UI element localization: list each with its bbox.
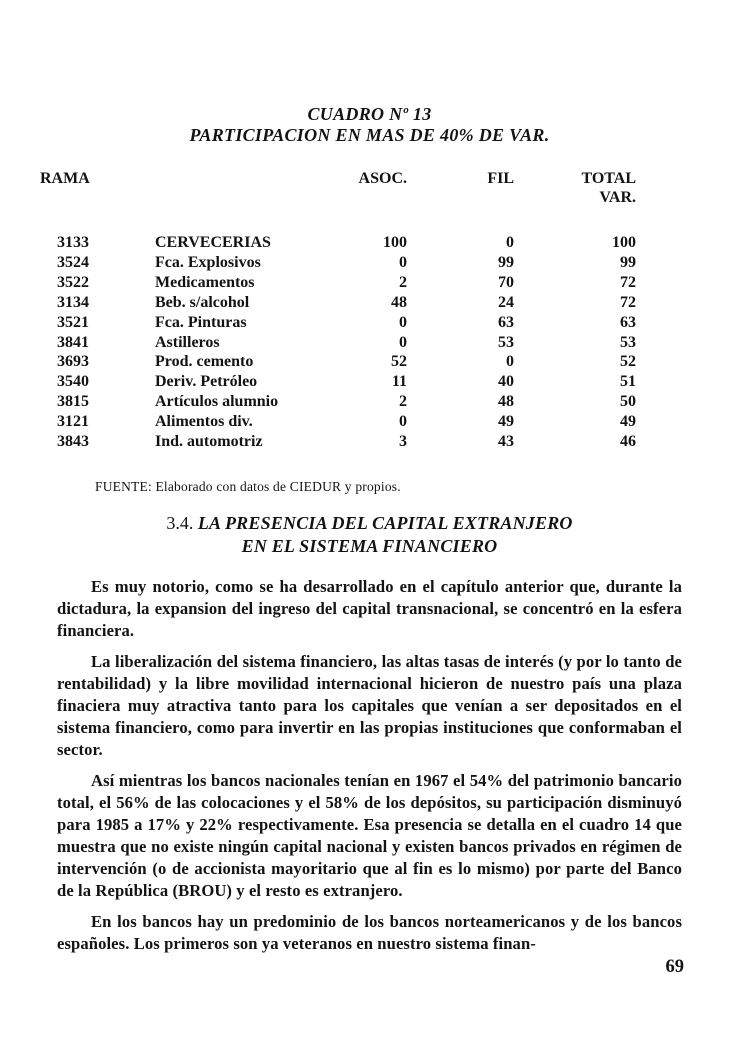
total-var-value: 50 — [620, 393, 636, 411]
rama-name: Deriv. Petróleo — [155, 373, 258, 391]
section-title-line2: EN EL SISTEMA FINANCIERO — [241, 535, 498, 556]
column-header-total-var — [514, 169, 636, 207]
rama-name: Astilleros — [155, 333, 220, 351]
asoc-value: 0 — [399, 413, 407, 431]
paragraph: Así mientras los bancos nacionales tenían en 1967 el 54% del patrimonio bancario total, el 56% de las colocaciones y el 58% de los depósitos, su participación disminuyó para 1985 a 17% y 22% respectivamente. Esa presencia se detalla en el cuadro 14 que muestra que no existe ningún capital nacional y existen bancos privados en régimen de intervención (o de accionista mayoritario que al fin es lo mismo) por parte del Banco de la República (BROU) y el resto es extranjero. — [57, 770, 682, 900]
rama-code: 3134 — [57, 293, 89, 311]
table-row — [57, 333, 636, 353]
asoc-value: 0 — [399, 313, 407, 331]
rama-code: 3815 — [57, 393, 89, 411]
fil-value: 63 — [498, 313, 514, 331]
rama-code: 3843 — [57, 433, 89, 451]
asoc-value: 0 — [399, 253, 407, 271]
table-header-row — [40, 169, 636, 207]
total-var-value: 53 — [620, 333, 636, 351]
rama-name: Artículos alumnio — [155, 393, 279, 411]
table-row — [57, 293, 636, 313]
rama-name: Beb. s/alcohol — [155, 293, 250, 311]
paragraph: Es muy notorio, como se ha desarrollado en el capítulo anterior que, durante la dictadura, la expansion del ingreso del capital transnacional, se concentró en la esfera financiera. — [57, 576, 682, 640]
fil-value: 70 — [498, 273, 514, 291]
rama-code: 3522 — [57, 273, 89, 291]
page-number: 69 — [665, 957, 684, 977]
table-title-line2: PARTICIPACION EN MAS DE 40% DE VAR. — [189, 125, 550, 145]
fil-value: 53 — [498, 333, 514, 351]
section-heading — [57, 512, 682, 558]
table-title — [57, 104, 682, 146]
total-var-value: 46 — [620, 433, 636, 451]
column-header-asoc: ASOC. — [358, 170, 407, 187]
table-title-line1: CUADRO Nº 13 — [307, 104, 432, 124]
table-row — [57, 352, 636, 372]
table-row — [57, 273, 636, 293]
page-content — [40, 104, 682, 964]
table-row — [57, 372, 636, 392]
table-row — [57, 253, 636, 273]
column-header-rama: RAMA — [40, 170, 90, 187]
table-row — [57, 392, 636, 412]
rama-code: 3121 — [57, 413, 89, 431]
total-var-value: 99 — [620, 253, 636, 271]
table-row — [57, 432, 636, 452]
asoc-value: 2 — [399, 393, 407, 411]
table-row — [57, 233, 636, 253]
total-var-value: 100 — [612, 234, 636, 251]
asoc-value: 3 — [399, 433, 407, 451]
table-row — [57, 313, 636, 333]
total-var-value: 63 — [620, 313, 636, 331]
body-text — [57, 576, 682, 955]
fil-value: 99 — [498, 253, 514, 271]
asoc-value: 11 — [391, 373, 407, 391]
total-var-value: 72 — [620, 273, 636, 291]
rama-code: 3693 — [57, 353, 89, 371]
fil-value: 43 — [498, 433, 514, 451]
asoc-value: 52 — [391, 353, 407, 371]
rama-name: CERVECERIAS — [155, 234, 271, 251]
rama-name: Ind. automotriz — [155, 433, 263, 451]
total-var-value: 72 — [620, 293, 636, 311]
total-var-value: 51 — [620, 373, 636, 391]
rama-code: 3133 — [57, 234, 89, 251]
table-row — [57, 412, 636, 432]
fil-value: 0 — [506, 234, 514, 251]
rama-code: 3841 — [57, 333, 89, 351]
column-header-total-line1: TOTAL — [581, 170, 636, 187]
rama-name: Medicamentos — [155, 273, 255, 291]
column-header-fil: FIL — [487, 170, 514, 187]
table-body — [57, 233, 682, 452]
paragraph: La liberalización del sistema financiero, las altas tasas de interés (y por lo tanto de rentabilidad) y la libre movilidad internacional hicieron de nuestro país una plaza finaciera muy atractiva tanto para los capitales que venían a ser depositados en el sistema financiero, como para invertir en las propias instituciones que conformaban el sector. — [57, 651, 682, 759]
total-var-value: 52 — [620, 353, 636, 371]
fil-value: 24 — [498, 293, 514, 311]
asoc-value: 0 — [399, 333, 407, 351]
column-header-total-line2: VAR. — [599, 189, 636, 206]
asoc-value: 100 — [383, 234, 407, 251]
section-heading-line1 — [57, 512, 682, 535]
source-note: FUENTE: Elaborado con datos de CIEDUR y propios. — [95, 478, 401, 494]
rama-name: Fca. Explosivos — [155, 253, 261, 271]
fil-value: 0 — [506, 353, 514, 371]
rama-name: Alimentos div. — [155, 413, 253, 431]
section-number: 3.4. — [166, 512, 194, 533]
asoc-value: 48 — [391, 293, 407, 311]
fil-value: 49 — [498, 413, 514, 431]
fil-value: 48 — [498, 393, 514, 411]
total-var-value: 49 — [620, 413, 636, 431]
paragraph: En los bancos hay un predominio de los bancos norteamericanos y de los bancos españoles. Los primeros son ya veteranos en nuestro sistema finan- — [57, 911, 682, 953]
section-title-line1: LA PRESENCIA DEL CAPITAL EXTRANJERO — [197, 512, 573, 533]
fil-value: 40 — [498, 373, 514, 391]
rama-name: Prod. cemento — [155, 353, 254, 371]
rama-name: Fca. Pinturas — [155, 313, 247, 331]
rama-code: 3521 — [57, 313, 89, 331]
asoc-value: 2 — [399, 273, 407, 291]
rama-code: 3540 — [57, 373, 89, 391]
rama-code: 3524 — [57, 253, 89, 271]
